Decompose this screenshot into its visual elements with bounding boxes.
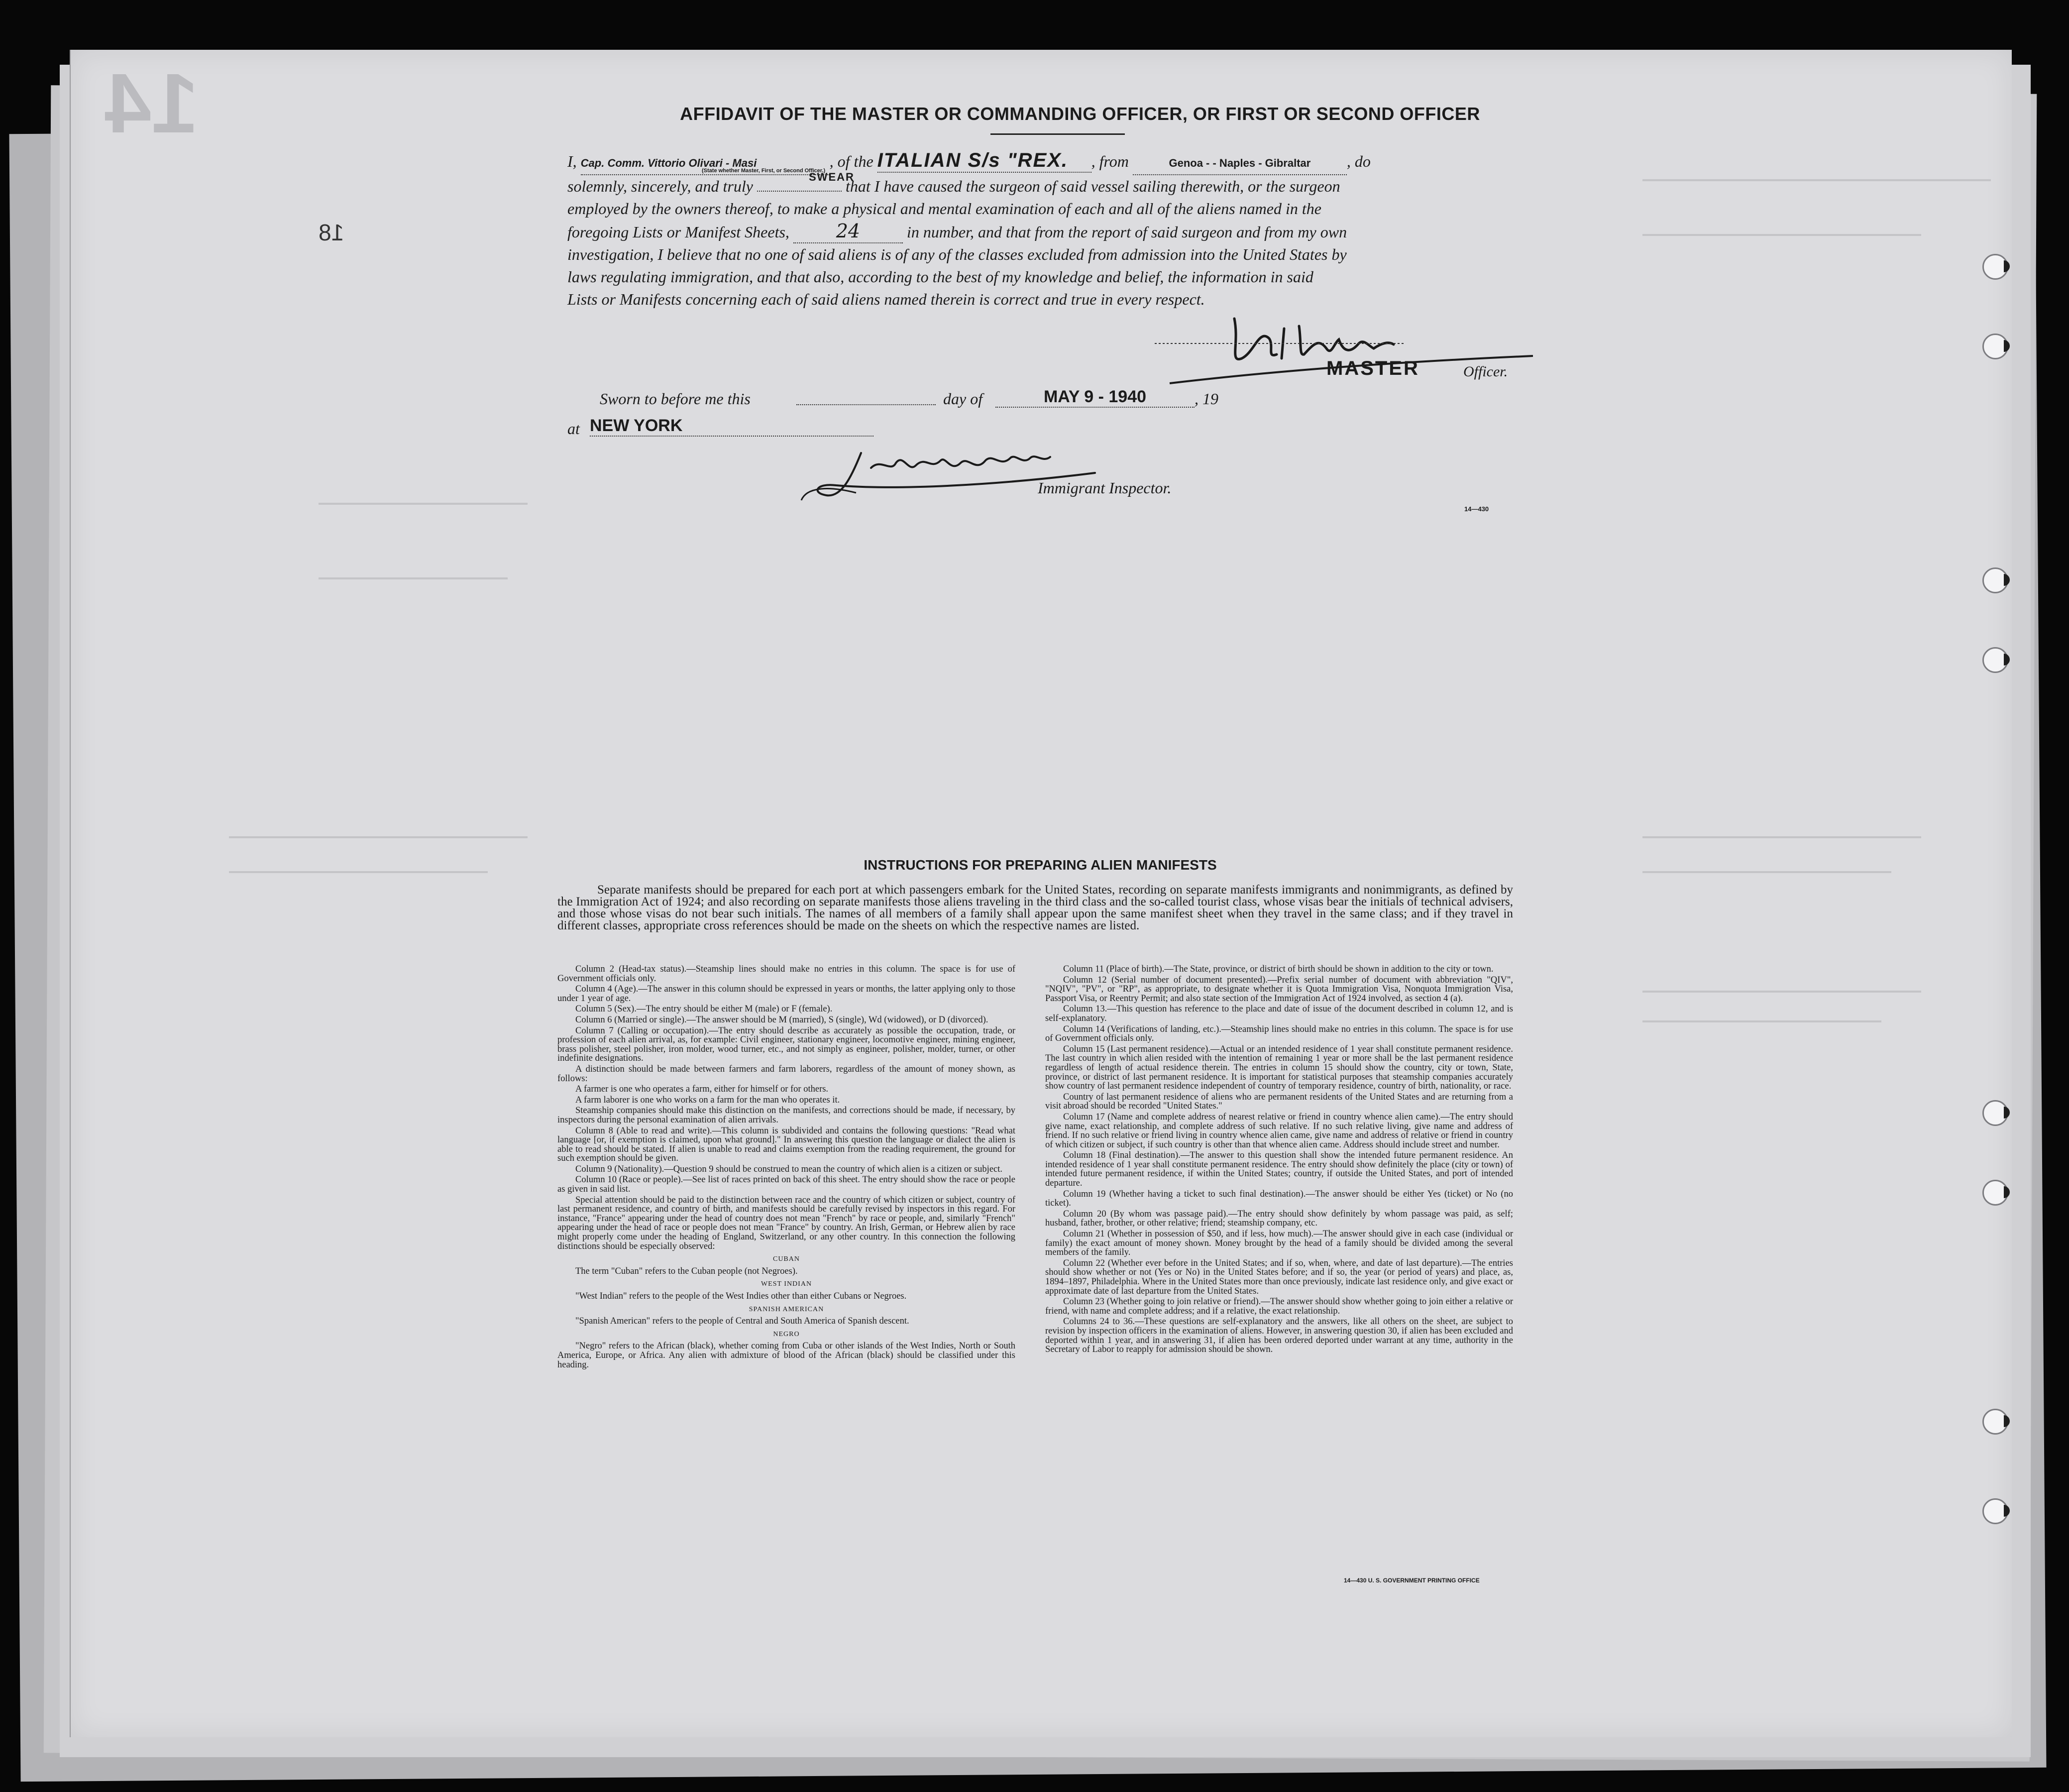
instruction-paragraph: Column 22 (Whether ever before in the United States; and if so, when, where, and date of last departure).—The entries should show whether or not (Yes or No) in the United States before; and if so, the year (or period of years) and place, as, 1894–1897, Philadelphia. Where in the United States more than once previously, indicate last residence only, and give exact or approximate date of last departure from the United States. [1045, 1258, 1513, 1296]
instruction-paragraph: Column 10 (Race or people).—See list of races printed on back of this sheet. The entry should show the race or people as given in said list. [557, 1175, 1015, 1195]
instruction-paragraph: Column 15 (Last permanent residence).—Actual or an intended residence of 1 year shall constitute permanent residence. The last country in which alien resided with the intention of remaining 1 year or more shall be the last permanent residence regardless of length of actual residence therein. The entries in column 15 should show the country, city or town, State, province, or district of last permanent residence. It is important for statistical purposes that steamship companies accurately show country of last permanent residence independent of country of temporary residence, country of birth, nationality, or race. [1045, 1044, 1513, 1092]
title-rule [990, 133, 1125, 135]
instruction-paragraph: Column 17 (Name and complete address of nearest relative or friend in country whence alien came).—The entry should give name, exact relationship, and complete address of such relative. If no such relative living, give name and address of friend. If no such relative or friend living in country whence alien came, give name and address of relative or friend in country of which citizen or subject, if such country is other than that whence alien came. Address should include street and number. [1045, 1112, 1513, 1150]
instruction-paragraph: Columns 24 to 36.—These questions are self-explanatory and the answers, like all others on the sheet, are subject to revision by inspection officers in the examination of aliens. However, in answering question 30, if alien has been excluded and deported within 1 year, and in answering 31, if alien has been ordered deported under warrant at any time, authority in the Secretary of Labor to reapply for admission should be shown. [1045, 1317, 1513, 1355]
instructions-right-column [1045, 965, 1513, 1356]
sworn-day-field [796, 404, 936, 405]
section-heading: NEGRO [773, 1330, 800, 1338]
instructions-left-column [557, 965, 1015, 1371]
bleed-through-line [1642, 991, 1921, 993]
bleed-through-line [319, 503, 528, 505]
instruction-paragraph: A farm laborer is one who works on a farm for the man who operates it. [575, 1095, 840, 1105]
master-stamp: MASTER [1326, 357, 1419, 379]
instruction-paragraph: "Spanish American" refers to the people of Central and South America of Spanish descent. [575, 1316, 909, 1327]
instruction-paragraph: Column 19 (Whether having a ticket to such final destination).—The answer should be either Yes (ticket) or No (no ticket). [1045, 1189, 1513, 1209]
affidavit-line-1: I, Cap. Comm. Vittorio Olivari - Masi , of the ITALIAN S/s "REX. , from Genoa - - Naples - Gibraltar , do [567, 149, 1523, 175]
instruction-paragraph: "Negro" refers to the African (black), whether coming from Cuba or other islands of the West Indies, North or South America, Europe, or Africa. Any alien with admixture of blood of the African (black) should be classified under this heading. [557, 1341, 1015, 1370]
bleed-through-line [1642, 179, 1991, 181]
sworn-date-field: MAY 9 - 1940 [995, 387, 1195, 408]
instruction-paragraph: Column 4 (Age).—The answer in this column should be expressed in years or months, the latter applying only to those under 1 year of age. [557, 984, 1015, 1004]
swear-stamp: SWEAR [809, 171, 855, 183]
instruction-paragraph: Column 2 (Head-tax status).—Steamship lines should make no entries in this column. The space is for use of Government officials only. [557, 964, 1015, 984]
bleed-through-line [229, 836, 528, 838]
section-heading: SPANISH AMERICAN [749, 1305, 824, 1313]
binder-hole [1982, 1409, 2008, 1435]
binder-hole [1982, 1100, 2008, 1126]
instruction-paragraph: Column 14 (Verifications of landing, etc.).—Steamship lines should make no entries in this column. The space is for use of Government officials only. [1045, 1024, 1513, 1044]
instruction-paragraph: The term "Cuban" refers to the Cuban people (not Negroes). [575, 1266, 798, 1276]
instruction-paragraph: Column 9 (Nationality).—Question 9 should be construed to mean the country of which alien is a citizen or subject. [575, 1164, 1003, 1174]
place-field: NEW YORK [590, 416, 873, 437]
instructions-title: INSTRUCTIONS FOR PREPARING ALIEN MANIFESTS [864, 857, 1217, 873]
margin-page-number: 18 [319, 220, 344, 245]
binder-hole [1982, 647, 2008, 673]
binder-hole [1982, 1498, 2008, 1524]
instruction-paragraph: Column 6 (Married or single).—The answer should be M (married), S (single), Wd (widowed), or D (divorced). [575, 1014, 988, 1025]
binder-hole [1982, 254, 2008, 280]
inspector-label: Immigrant Inspector. [1038, 479, 1172, 497]
affidavit-line-2: solemnly, sincerely, and truly that I have caused the surgeon of said vessel sailing therewith, or the surgeon [567, 177, 1340, 195]
affidavit-line-7: Lists or Manifests concerning each of said aliens named therein is correct and true in every respect. [567, 290, 1205, 308]
instruction-paragraph: Column 18 (Final destination).—The answer to this question shall show the intended future permanent residence. An intended residence of 1 year shall constitute permanent residence. The entry should show definitely the place (city or town) of intended future permanent residence, if within the United States; country, if outside the United States, and port of intended departure. [1045, 1150, 1513, 1189]
instruction-paragraph: Column 13.—This question has reference to the place and date of issue of the document described in column 12, and is self-explanatory. [1045, 1004, 1513, 1023]
instruction-paragraph: Steamship companies should make this distinction on the manifests, and corrections should be made, if necessary, by inspectors during the personal examination of alien arrivals. [557, 1106, 1015, 1125]
instruction-paragraph: Special attention should be paid to the distinction between race and the country of which citizen or subject, country of last permanent residence, and country of birth, and manifests should be carefully revised by inspectors in this regard. For instance, "France" appearing under the head of country does not mean "French" by race or people, and, similarly "French" appearing under the head of race or people does not mean "France" by country. An Irish, German, or Hebrew alien by race might properly come under the heading of England, Switzerland, or any other country. In this connection the following distinctions should be especially observed: [557, 1195, 1015, 1251]
affidavit-line-6: laws regulating immigration, and that also, according to the best of my knowledge and belief, the information in said [567, 268, 1313, 286]
binder-hole [1982, 567, 2008, 593]
instruction-paragraph: Column 11 (Place of birth).—The State, province, or district of birth should be shown in addition to the city or town. [1063, 964, 1494, 974]
vessel-name-field: ITALIAN S/s "REX. [877, 149, 1091, 173]
instruction-paragraph: "West Indian" refers to the people of the West Indies other than either Cubans or Negroes. [575, 1291, 907, 1301]
year-label: , 19 [1195, 390, 1218, 408]
bleed-through-line [1642, 836, 1921, 838]
bleed-through-line [319, 577, 508, 579]
day-of-label: day of [943, 390, 983, 408]
bleed-through-mark: 14 [105, 56, 199, 151]
section-heading: WEST INDIAN [761, 1280, 812, 1288]
oath-field [757, 191, 842, 192]
instruction-paragraph: A farmer is one who operates a farm, either for himself or for others. [575, 1084, 829, 1095]
affidavit-line-5: investigation, I believe that no one of said aliens is of any of the classes excluded from admission into the United States by [567, 245, 1347, 263]
section-heading: CUBAN [772, 1255, 800, 1263]
officer-rank-note: (State whether Master, First, or Second Officer.) [702, 168, 826, 174]
at-label: at [567, 420, 580, 438]
affidavit-line-4: foregoing Lists or Manifest Sheets, 24 in number, and that from the report of said surgeon and from my own [567, 220, 1523, 243]
sheet-count-field: 24 [793, 220, 903, 243]
instruction-paragraph: Column 7 (Calling or occupation).—The entry should describe as accurately as possible the occupation, trade, or profession of each alien arrival, as, for example: Civil engineer, stationary engineer, locomotive engineer, mining engineer, brass polisher, steel polisher, iron molder, wood turner, etc., and not simply as engineer, polisher, molder, turner, or other indefinite designations. [557, 1025, 1015, 1064]
affidavit-title: AFFIDAVIT OF THE MASTER OR COMMANDING OFFICER, OR FIRST OR SECOND OFFICER [680, 104, 1480, 124]
instruction-paragraph: Column 20 (By whom was passage paid).—The entry should show definitely by whom passage was paid, as self; husband, father, brother, or other relative; friend; steamship company, etc. [1045, 1209, 1513, 1229]
instruction-paragraph: Column 5 (Sex).—The entry should be either M (male) or F (female). [575, 1004, 833, 1014]
instruction-paragraph: Column 23 (Whether going to join relative or friend).—The answer should show whether going to join either a relative or friend, with name and complete address; and if a relative, the exact relationship. [1045, 1297, 1513, 1316]
instruction-paragraph: Column 8 (Able to read and write).—This column is subdivided and contains the following questions: "Read what language [or, if exemption is claimed, upon what ground]." In answering this question the language or dialect the alien is able to read should be stated. If alien is unable to read and claims exemption from the reading requirement, the ground for such exemption should be given. [557, 1125, 1015, 1164]
instruction-paragraph: A distinction should be made between farmers and farm laborers, regardless of the amount of money shown, as follows: [557, 1064, 1015, 1084]
bleed-through-line [1642, 871, 1891, 873]
instruction-paragraph: Column 21 (Whether in possession of $50, and if less, how much).—The answer should give in each case (individual or family) the exact amount of money shown. Money brought by the head of a family should be divided among the several members of the family. [1045, 1229, 1513, 1258]
bleed-through-line [1642, 234, 1921, 236]
instructions-intro: Separate manifests should be prepared for each port at which passengers embark for the United States, recording on separate manifests immigrants and nonimmigrants, as defined by the Immigration Act of 1924; and also recording on separate manifests those aliens traveling in the third class and the so-called tourist class, whose visas bear the initials of technical advisers, and those whose visas do not bear such initials. The names of all members of a family shall appear upon the same manifest sheet when they travel in the same class; and if they travel in different classes, appropriate cross references should be made on the sheets on which the respective names are listed. [557, 883, 1513, 932]
ports-field: Genoa - - Naples - Gibraltar [1133, 152, 1347, 175]
binder-hole [1982, 1180, 2008, 1206]
bleed-through-line [229, 871, 488, 873]
instruction-paragraph: Column 12 (Serial number of document presented).—Prefix serial number of document with abbreviation "QIV", "NQIV", "PV", or "RP", as appropriate, to designate whether it is Quota Immigration Visa, Nonquota Immigration Visa, Passport Visa, or Reentry Permit; and also state section of the Immigration Act of 1924 involved, as section 4 (a). [1045, 975, 1513, 1004]
affidavit-line-3: employed by the owners thereof, to make a physical and mental examination of each and all of the aliens named in the [567, 200, 1321, 218]
printing-office-code: 14—430 U. S. GOVERNMENT PRINTING OFFICE [1344, 1577, 1480, 1584]
binder-hole [1982, 334, 2008, 359]
form-code: 14—430 [1464, 505, 1489, 513]
officer-name-field: Cap. Comm. Vittorio Olivari - Masi [581, 152, 830, 175]
officer-label: Officer. [1463, 363, 1508, 380]
inspector-signature [796, 438, 1145, 513]
bleed-through-line [1642, 1020, 1881, 1022]
instruction-paragraph: Country of last permanent residence of aliens who are permanent residents of the United States and are returning from a visit abroad should be recorded "United States." [1045, 1092, 1513, 1112]
sworn-label: Sworn to before me this [600, 390, 751, 408]
